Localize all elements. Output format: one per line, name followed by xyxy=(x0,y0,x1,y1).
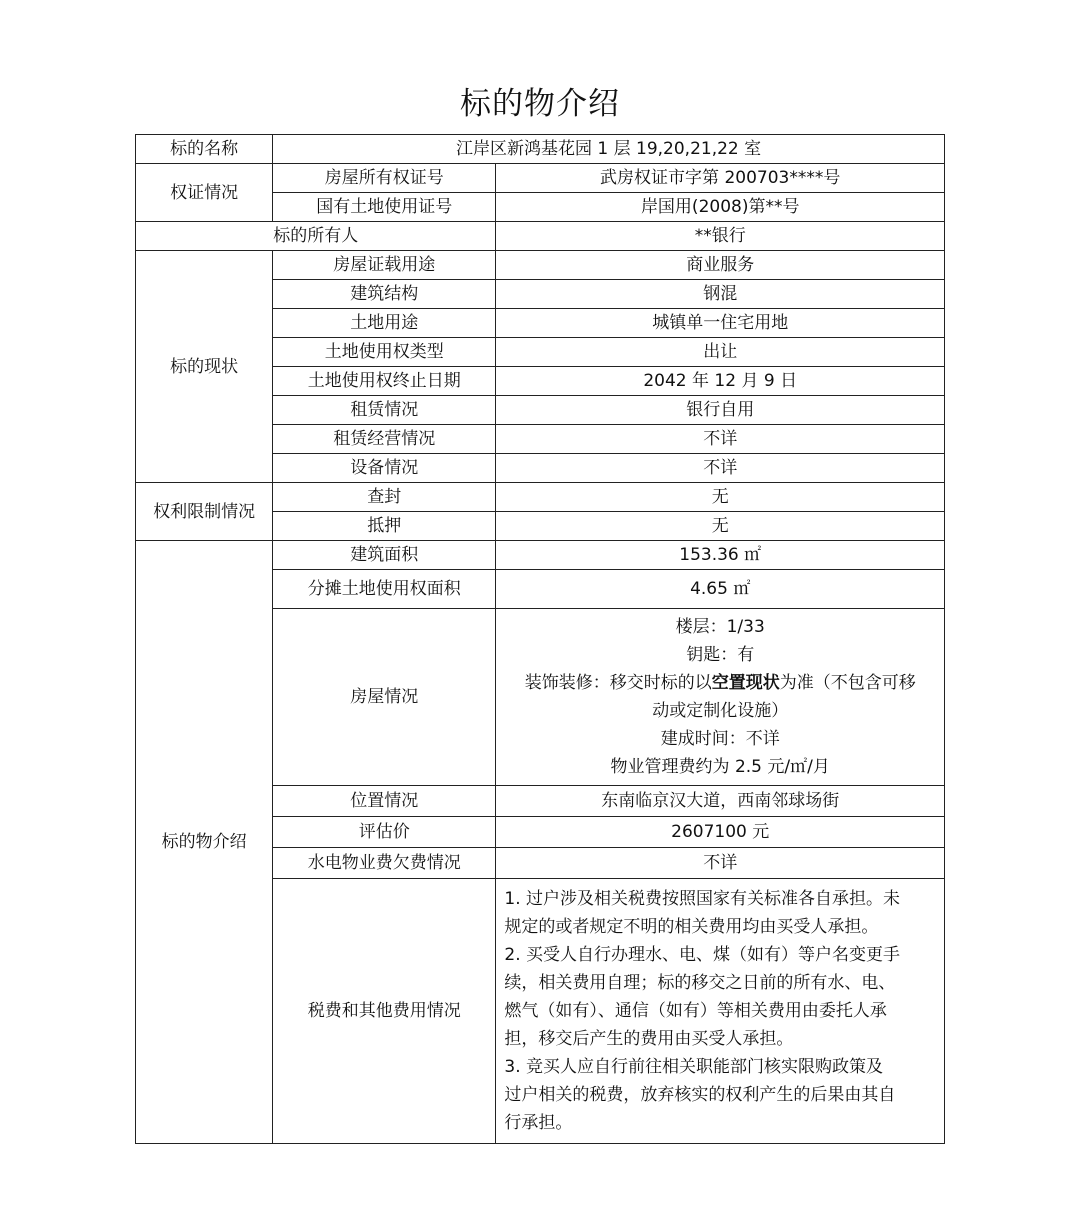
tax-line: 3. 竞买人应自行前往相关职能部门核实限购政策及 xyxy=(504,1057,884,1077)
tax-line: 过户相关的税费，放弃核实的权利产生的后果由其自 xyxy=(504,1085,896,1105)
mortgage-value: 无 xyxy=(496,512,945,541)
mortgage-label: 抵押 xyxy=(273,512,496,541)
usage-label: 房屋证载用途 xyxy=(273,251,496,280)
house-decor-suffix: 为准（不包含可移 xyxy=(779,673,916,693)
lease-value: 银行自用 xyxy=(496,396,945,425)
lease-label: 租赁情况 xyxy=(273,396,496,425)
house-cert-label: 房屋所有权证号 xyxy=(273,164,496,193)
land-right-type-label: 土地使用权类型 xyxy=(273,338,496,367)
tax-line: 1. 过户涉及相关税费按照国家有关标准各自承担。未 xyxy=(504,889,901,909)
lease-op-value: 不详 xyxy=(496,425,945,454)
house-key: 钥匙：有 xyxy=(686,645,755,665)
arrears-value: 不详 xyxy=(496,848,945,879)
owner-label: 标的所有人 xyxy=(136,222,496,251)
equip-label: 设备情况 xyxy=(273,454,496,483)
tax-line: 燃气（如有）、通信（如有）等相关费用由委托人承 xyxy=(504,1001,887,1021)
table-row-name xyxy=(136,135,945,164)
structure-label: 建筑结构 xyxy=(273,280,496,309)
house-built: 建成时间：不详 xyxy=(660,729,780,749)
house-floor: 楼层：1/33 xyxy=(675,617,765,637)
location-label: 位置情况 xyxy=(273,786,496,817)
intro-group-label: 标的物介绍 xyxy=(136,541,273,1144)
tax-label: 税费和其他费用情况 xyxy=(273,879,496,1144)
house-decor-bold: 空置现状 xyxy=(711,673,780,693)
structure-value: 钢混 xyxy=(496,280,945,309)
lease-op-label: 租赁经营情况 xyxy=(273,425,496,454)
table-row-seal xyxy=(136,483,945,512)
page-title: 标的物介绍 xyxy=(460,86,620,122)
appraisal-label: 评估价 xyxy=(273,817,496,848)
land-cert-value: 岸国用(2008)第**号 xyxy=(496,193,945,222)
tax-detail xyxy=(496,879,945,1144)
seal-value: 无 xyxy=(496,483,945,512)
house-decor xyxy=(504,669,936,697)
tax-line: 担，移交后产生的费用由买受人承担。 xyxy=(504,1029,794,1049)
seal-label: 查封 xyxy=(273,483,496,512)
equip-value: 不详 xyxy=(496,454,945,483)
land-end-label: 土地使用权终止日期 xyxy=(273,367,496,396)
status-group-label: 标的现状 xyxy=(136,251,273,483)
shared-area-label: 分摊土地使用权面积 xyxy=(273,570,496,609)
land-use-label: 土地用途 xyxy=(273,309,496,338)
table-row-owner xyxy=(136,222,945,251)
usage-value: 商业服务 xyxy=(496,251,945,280)
name-value: 江岸区新鸿基花园 1 层 19,20,21,22 室 xyxy=(273,135,945,164)
arrears-label: 水电物业费欠费情况 xyxy=(273,848,496,879)
land-cert-label: 国有土地使用证号 xyxy=(273,193,496,222)
house-fee: 物业管理费约为 2.5 元/㎡/月 xyxy=(610,757,830,777)
appraisal-value: 2607100 元 xyxy=(496,817,945,848)
tax-line: 行承担。 xyxy=(504,1113,573,1133)
house-label: 房屋情况 xyxy=(273,609,496,786)
name-label: 标的名称 xyxy=(136,135,273,164)
restrict-group-label: 权利限制情况 xyxy=(136,483,273,541)
table-row-usage xyxy=(136,251,945,280)
house-cert-value: 武房权证市字第 200703****号 xyxy=(496,164,945,193)
house-decor-line2: 动或定制化设施） xyxy=(652,701,789,721)
owner-value: **银行 xyxy=(496,222,945,251)
house-decor-prefix: 装饰装修：移交时标的以 xyxy=(524,673,712,693)
tax-line: 2. 买受人自行办理水、电、煤（如有）等户名变更手 xyxy=(504,945,901,965)
house-detail xyxy=(496,609,945,786)
location-value: 东南临京汉大道，西南邻球场街 xyxy=(496,786,945,817)
area-label: 建筑面积 xyxy=(273,541,496,570)
land-right-type-value: 出让 xyxy=(496,338,945,367)
property-info-table xyxy=(135,134,945,1144)
table-row-house-cert xyxy=(136,164,945,193)
tax-line: 续，相关费用自理；标的移交之日前的所有水、电、 xyxy=(504,973,896,993)
land-end-value: 2042 年 12 月 9 日 xyxy=(496,367,945,396)
tax-line: 规定的或者规定不明的相关费用均由买受人承担。 xyxy=(504,917,879,937)
land-use-value: 城镇单一住宅用地 xyxy=(496,309,945,338)
cert-group-label: 权证情况 xyxy=(136,164,273,222)
table-row-area xyxy=(136,541,945,570)
area-value: 153.36 ㎡ xyxy=(496,541,945,570)
shared-area-value: 4.65 ㎡ xyxy=(496,570,945,609)
